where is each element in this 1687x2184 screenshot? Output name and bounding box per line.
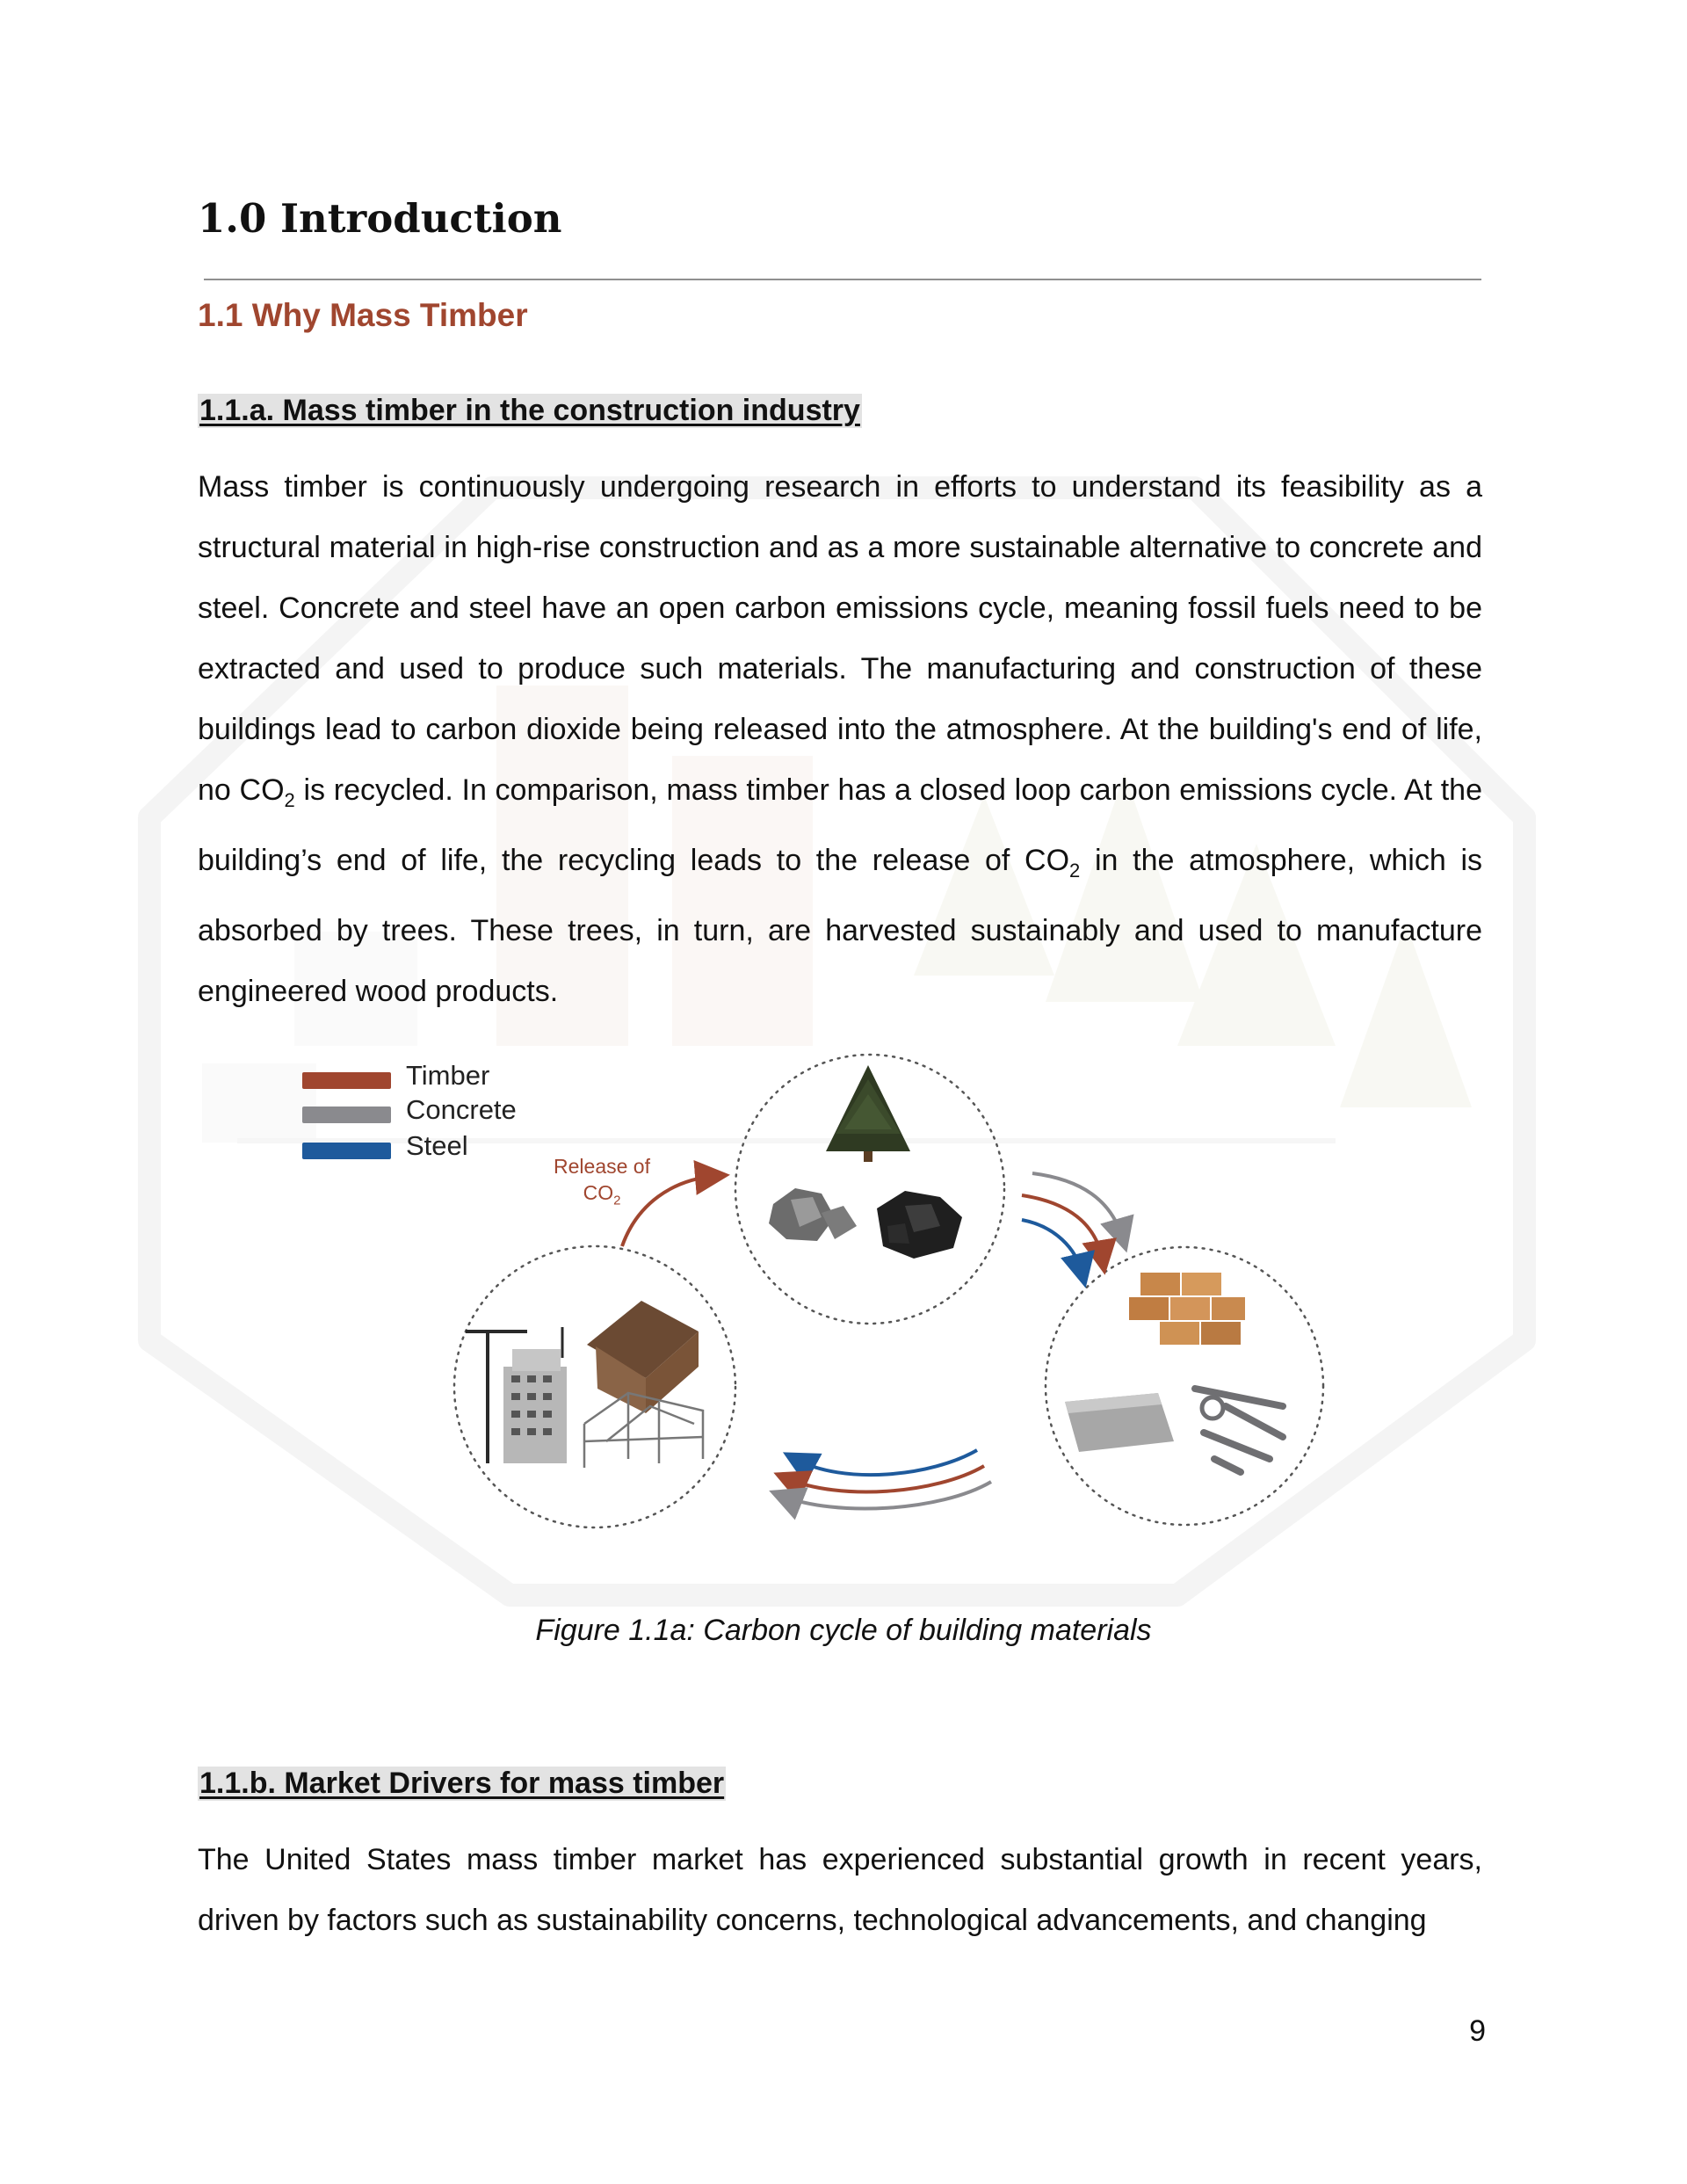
co2-subscript: 2 [613, 1193, 621, 1208]
release-co2-label [527, 1153, 677, 1215]
subsection-heading-a: 1.1.a. Mass timber in the construction industry [199, 394, 860, 427]
horizontal-rule [204, 279, 1481, 280]
paragraph-text: is recycled. In comparison, mass timber has a closed loop carbon emissions cycle. At the building’s end of life, the recycling leads to the release of CO [198, 773, 1482, 877]
raw-ore-rocks-icon [769, 1188, 857, 1241]
legend-label: Concrete [406, 1094, 517, 1125]
coal-icon [877, 1191, 962, 1259]
legend-label: Timber [406, 1060, 490, 1091]
buildings-circle [454, 1246, 735, 1527]
legend-label: Steel [406, 1130, 468, 1161]
chapter-title: 1.0 Introduction [198, 195, 562, 242]
timber-arrow-to-buildings [786, 1466, 984, 1492]
legend-swatch [302, 1107, 391, 1123]
legend-item-timber [302, 1060, 531, 1095]
paragraph-text: Mass timber is continuously undergoing research in efforts to understand its feasibility as a structural material in high-rise construction and as a more sustainable alternative to concrete and steel. Concrete and steel have an open carbon emissions cycle, meaning fossil fuels need to be extracted and used to produce such materials. The manufacturing and construction of these buildings lead to carbon dioxide being released into the atmosphere. At the building's end of life, no CO [198, 470, 1482, 807]
subscript-2: 2 [284, 788, 295, 811]
legend-item-steel [302, 1130, 531, 1165]
construction-crane-building-icon [466, 1327, 567, 1463]
timber-arrow-to-products [1022, 1195, 1103, 1261]
pine-tree-icon [826, 1065, 910, 1162]
subsection-a-paragraph [198, 457, 1482, 1022]
lumber-stack-icon [1129, 1273, 1245, 1345]
page-number: 9 [1469, 2014, 1486, 2048]
concrete-beam-icon [1065, 1393, 1174, 1452]
subscript-2: 2 [1069, 859, 1081, 882]
steel-arrow-to-products [1022, 1220, 1082, 1274]
subsection-b-paragraph: The United States mass timber market has experienced substantial growth in recent years, driven by factors such as sustainability concerns, technological advancements, and changing [198, 1843, 1482, 1937]
steel-profiles-icon [1195, 1389, 1283, 1472]
release-co2-text [527, 1179, 677, 1215]
legend-swatch [302, 1143, 391, 1159]
co2-text: CO [583, 1181, 614, 1204]
steel-arrow-to-buildings [795, 1450, 977, 1475]
figure-caption: Figure 1.1a: Carbon cycle of building materials [535, 1614, 1152, 1647]
release-label-text: Release of [554, 1155, 650, 1178]
subsection-heading-b: 1.1.b. Market Drivers for mass timber [199, 1767, 725, 1800]
legend-swatch [302, 1072, 391, 1089]
section-title: 1.1 Why Mass Timber [198, 297, 528, 333]
legend-item-concrete [302, 1094, 531, 1129]
paragraph-text: in the atmosphere, which is absorbed by trees. These trees, in turn, are harvested sustainably and used to manufacture engineered wood products. [198, 843, 1482, 1008]
carbon-cycle-figure [0, 1046, 1687, 1556]
